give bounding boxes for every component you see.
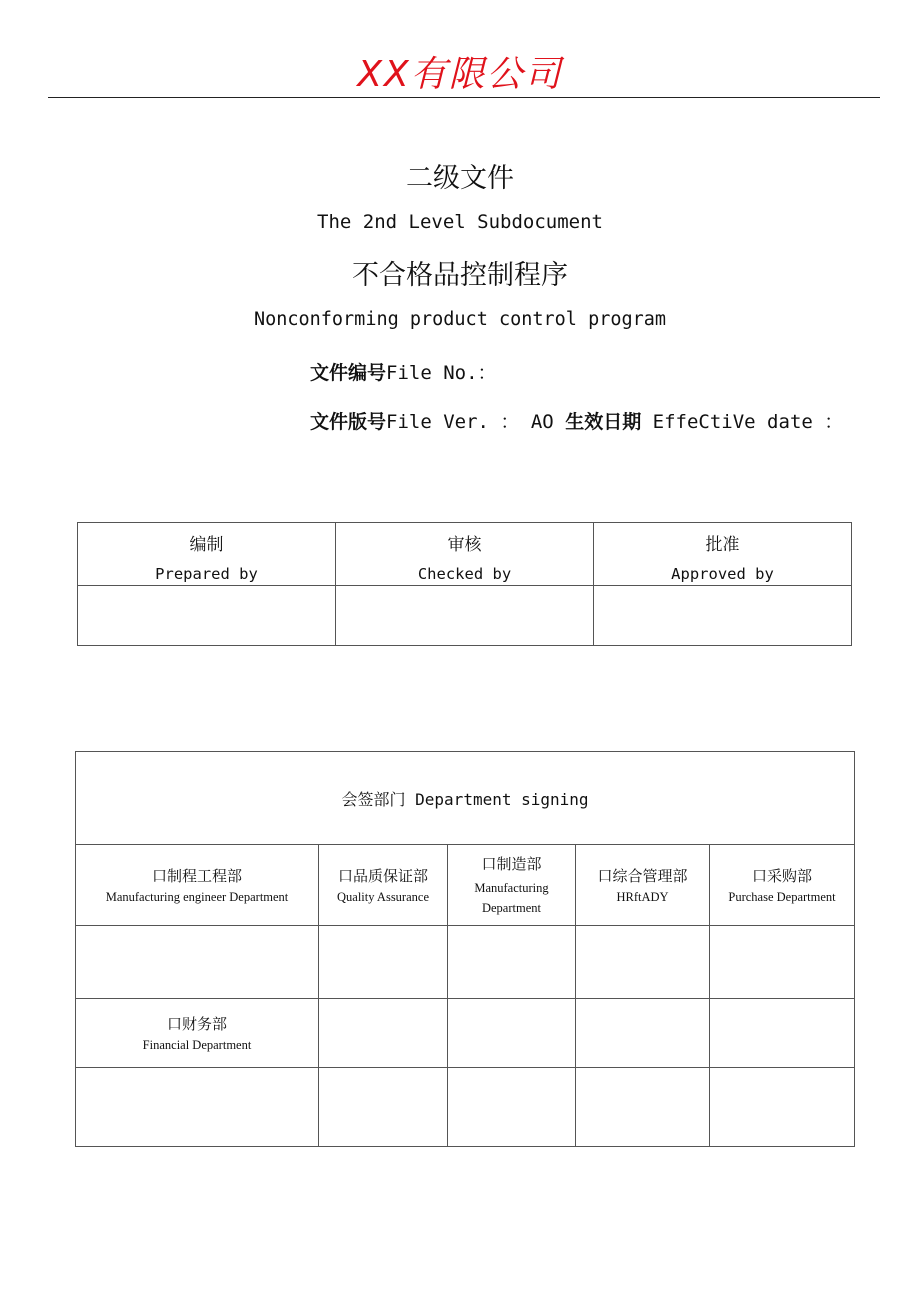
- department-signing-table: [75, 751, 855, 1147]
- empty-cell: [448, 999, 576, 1068]
- department-signature-row: [76, 926, 855, 999]
- signing-title-row: [76, 752, 855, 845]
- signature-cell[interactable]: [448, 926, 576, 999]
- checked-by-label-zh: 审核: [447, 534, 482, 555]
- signature-cell[interactable]: [76, 1068, 319, 1147]
- dept-label-zh: 口制程工程部: [151, 869, 242, 885]
- file-version-label-en: File Ver. ：: [386, 411, 520, 433]
- prepared-by-signature-cell[interactable]: [78, 586, 336, 646]
- approved-by-label-en: Approved by: [671, 564, 774, 583]
- dept-label-en: Purchase Department: [728, 890, 836, 904]
- empty-cell: [576, 999, 710, 1068]
- header-divider: [48, 97, 880, 98]
- company-name: XX有限公司: [357, 54, 563, 95]
- dept-label-zh: 口品质保证部: [337, 869, 428, 885]
- dept-financial: [76, 999, 319, 1068]
- document-level-en: The 2nd Level Subdocument: [317, 211, 603, 233]
- dept-general-management: [576, 845, 710, 926]
- empty-cell: [710, 999, 855, 1068]
- dept-label-zh: 口财务部: [166, 1017, 227, 1033]
- approved-by-label-zh: 批准: [705, 534, 740, 555]
- approval-header-row: [78, 523, 852, 586]
- empty-cell: [319, 999, 448, 1068]
- dept-purchase: [710, 845, 855, 926]
- signature-cell[interactable]: [710, 1068, 855, 1147]
- checked-by-signature-cell[interactable]: [336, 586, 594, 646]
- dept-label-en: Manufacturing Department: [474, 880, 549, 915]
- signature-cell[interactable]: [576, 926, 710, 999]
- approved-by-header: [594, 523, 852, 586]
- dept-label-en: Quality Assurance: [337, 890, 429, 904]
- dept-manufacturing-engineer: [76, 845, 319, 926]
- signature-cell[interactable]: [319, 926, 448, 999]
- prepared-by-header: [78, 523, 336, 586]
- file-number-line: [310, 358, 497, 385]
- signature-cell[interactable]: [448, 1068, 576, 1147]
- document-title-en: Nonconforming product control program: [253, 309, 667, 330]
- effective-date-label-zh: 生效日期: [565, 411, 642, 433]
- approval-table: [77, 522, 852, 646]
- approval-signature-row: [78, 586, 852, 646]
- signature-cell[interactable]: [76, 926, 319, 999]
- dept-quality-assurance: [319, 845, 448, 926]
- signature-cell[interactable]: [710, 926, 855, 999]
- document-level-zh: 二级文件: [406, 163, 514, 194]
- dept-label-zh: 口综合管理部: [597, 869, 688, 885]
- dept-label-en: Financial Department: [142, 1038, 252, 1052]
- signature-cell[interactable]: [576, 1068, 710, 1147]
- dept-label-en: Manufacturing engineer Department: [105, 890, 289, 904]
- prepared-by-label-en: Prepared by: [155, 564, 258, 583]
- dept-label-zh: 口采购部: [752, 869, 813, 885]
- file-number-label-en: File No.：: [386, 362, 497, 384]
- checked-by-header: [336, 523, 594, 586]
- document-title-zh: 不合格品控制程序: [352, 260, 568, 291]
- file-version-value: AO: [530, 411, 554, 433]
- department-signature-row-2: [76, 1068, 855, 1147]
- file-version-label-zh: 文件版号: [310, 411, 387, 433]
- effective-date-label-en: EffeCtiVe date ：: [652, 411, 844, 433]
- file-version-line: [310, 407, 843, 434]
- checked-by-label-en: Checked by: [417, 564, 512, 583]
- approved-by-signature-cell[interactable]: [594, 586, 852, 646]
- signature-cell[interactable]: [319, 1068, 448, 1147]
- dept-label-zh: 口制造部: [481, 856, 542, 873]
- dept-manufacturing: [448, 845, 576, 926]
- prepared-by-label-zh: 编制: [189, 534, 224, 555]
- file-number-label-zh: 文件编号: [310, 362, 387, 384]
- signing-title: 会签部门 Department signing: [76, 752, 855, 845]
- dept-label-en: HRftADY: [616, 890, 669, 904]
- department-header-row-2: [76, 999, 855, 1068]
- department-header-row: [76, 845, 855, 926]
